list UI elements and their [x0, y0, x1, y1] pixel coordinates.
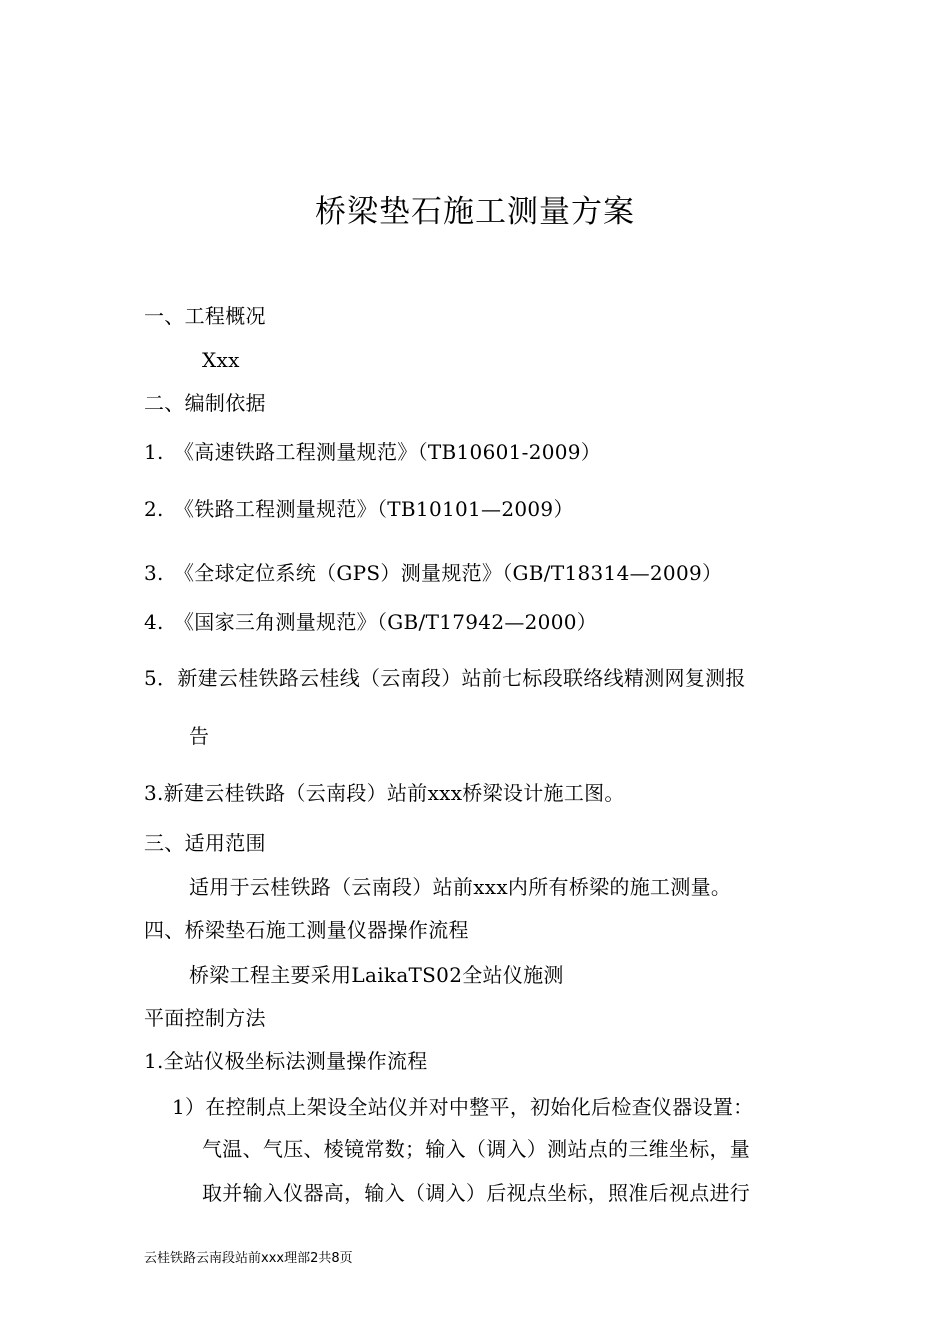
basis-item-3: 3. 《全球定位系统（GPS）测量规范》（GB/T18314—2009）	[144, 561, 723, 585]
section-heading-scope: 三、适用范围	[144, 831, 266, 855]
basis-item-6: 3.新建云桂铁路（云南段）站前xxx桥梁设计施工图。	[144, 781, 625, 805]
page-footer: 云桂铁路云南段站前xxx理部2共8页	[144, 1251, 353, 1266]
procedure-intro: 桥梁工程主要采用LaikaTS02全站仪施测	[189, 963, 564, 987]
basis-item-5-continued: 告	[189, 724, 210, 748]
basis-item-5: 5．新建云桂铁路云桂线（云南段）站前七标段联络线精测网复测报	[144, 666, 746, 690]
step-1-line-2: 气温、气压、棱镜常数；输入（调入）测站点的三维坐标，量	[202, 1137, 751, 1161]
subheading-polar-method: 1.全站仪极坐标法测量操作流程	[144, 1049, 428, 1073]
section-heading-procedure: 四、桥梁垫石施工测量仪器操作流程	[144, 918, 469, 942]
step-1-line-1: 1）在控制点上架设全站仪并对中整平，初始化后检查仪器设置：	[172, 1095, 754, 1119]
scope-body: 适用于云桂铁路（云南段）站前xxx内所有桥梁的施工测量。	[189, 875, 732, 899]
basis-item-4: 4. 《国家三角测量规范》（GB/T17942—2000）	[144, 610, 598, 634]
section-heading-basis: 二、编制依据	[144, 391, 266, 415]
overview-body: Xxx	[202, 348, 240, 372]
basis-item-1: 1. 《高速铁路工程测量规范》（TB10601-2009）	[144, 440, 602, 464]
step-1-line-3: 取并输入仪器高，输入（调入）后视点坐标，照准后视点进行	[202, 1181, 751, 1205]
section-heading-overview: 一、工程概况	[144, 304, 266, 328]
basis-item-2: 2. 《铁路工程测量规范》（TB10101—2009）	[144, 497, 574, 521]
document-title: 桥梁垫石施工测量方案	[315, 194, 635, 230]
subheading-plane-control: 平面控制方法	[144, 1006, 266, 1030]
